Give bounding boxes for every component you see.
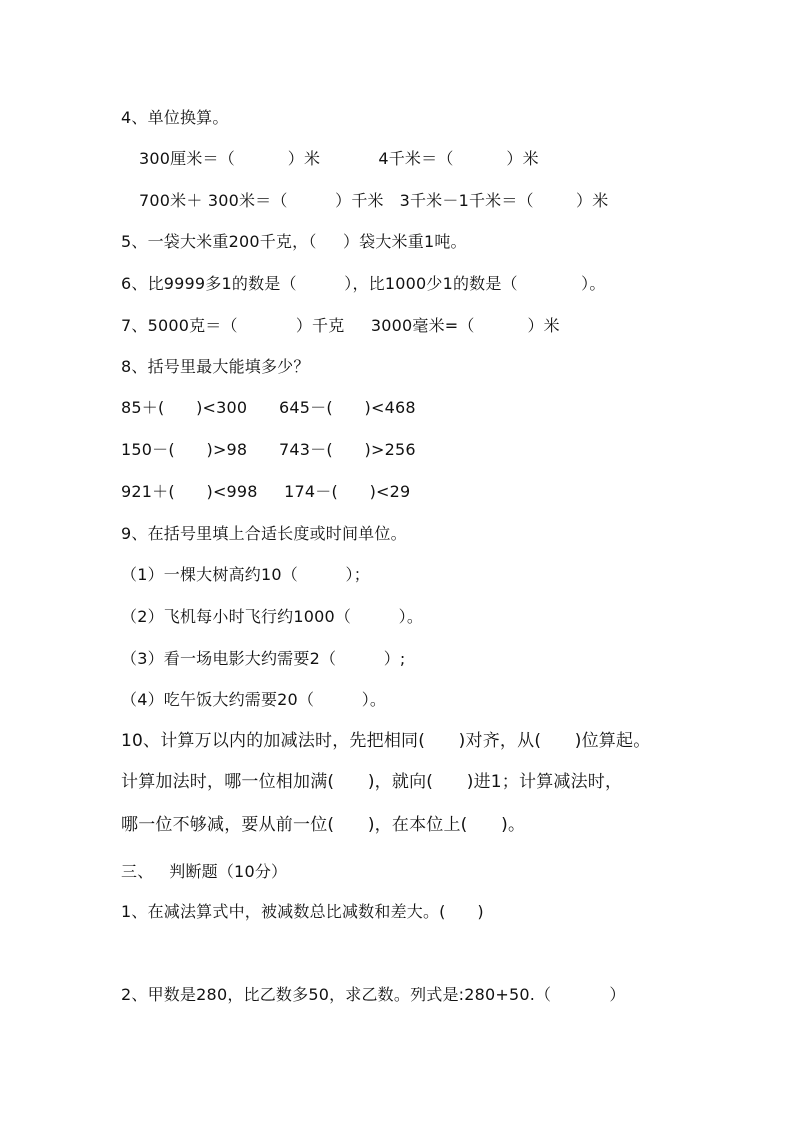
line-question-8-row-1: 85＋( )<300 645－( )<468 bbox=[121, 398, 416, 417]
line-question-8-row-3: 921＋( )<998 174－( )<29 bbox=[121, 482, 411, 501]
line-question-9-item-1: （1）一棵大树高约10（ ）； bbox=[121, 565, 370, 584]
line-judgement-2: 2、甲数是280，比乙数多50，求乙数。列式是:280+50.（ ） bbox=[121, 985, 626, 1004]
line-unit-conversion-title: 4、单位换算。 bbox=[121, 108, 229, 127]
line-question-10-c: 哪一位不够减，要从前一位( )，在本位上( )。 bbox=[121, 815, 526, 835]
line-question-9-item-3: （3）看一场电影大约需要2（ ）; bbox=[121, 649, 406, 668]
line-question-8-row-2: 150－( )>98 743－( )>256 bbox=[121, 440, 416, 459]
line-conversion-1: 300厘米＝（ ）米 4千米＝（ ）米 bbox=[139, 149, 539, 168]
line-question-9-item-4: （4）吃午饭大约需要20（ ）。 bbox=[121, 690, 387, 709]
line-question-6: 6、比9999多1的数是（ ），比1000少1的数是（ ）。 bbox=[121, 274, 606, 293]
line-question-8-title: 8、括号里最大能填多少？ bbox=[121, 357, 310, 376]
line-question-5: 5、一袋大米重200千克，（ ）袋大米重1吨。 bbox=[121, 232, 467, 251]
line-conversion-2: 700米＋ 300米＝（ ）千米 3千米－1千米＝（ ）米 bbox=[139, 191, 609, 210]
line-question-10-b: 计算加法时，哪一位相加满( )，就向( )进1；计算减法时， bbox=[121, 772, 623, 792]
line-question-10-a: 10、计算万以内的加减法时，先把相同( )对齐，从( )位算起。 bbox=[121, 731, 651, 751]
line-judgement-1: 1、在减法算式中，被减数总比减数和差大。( ) bbox=[121, 902, 484, 921]
line-question-7: 7、5000克＝（ ）千克 3000毫米=（ ）米 bbox=[121, 316, 560, 335]
section-title-judgement: 三、 判断题（10分） bbox=[121, 862, 288, 881]
line-question-9-title: 9、在括号里填上合适长度或时间单位。 bbox=[121, 524, 407, 543]
line-question-9-item-2: （2）飞机每小时飞行约1000（ ）。 bbox=[121, 607, 424, 626]
